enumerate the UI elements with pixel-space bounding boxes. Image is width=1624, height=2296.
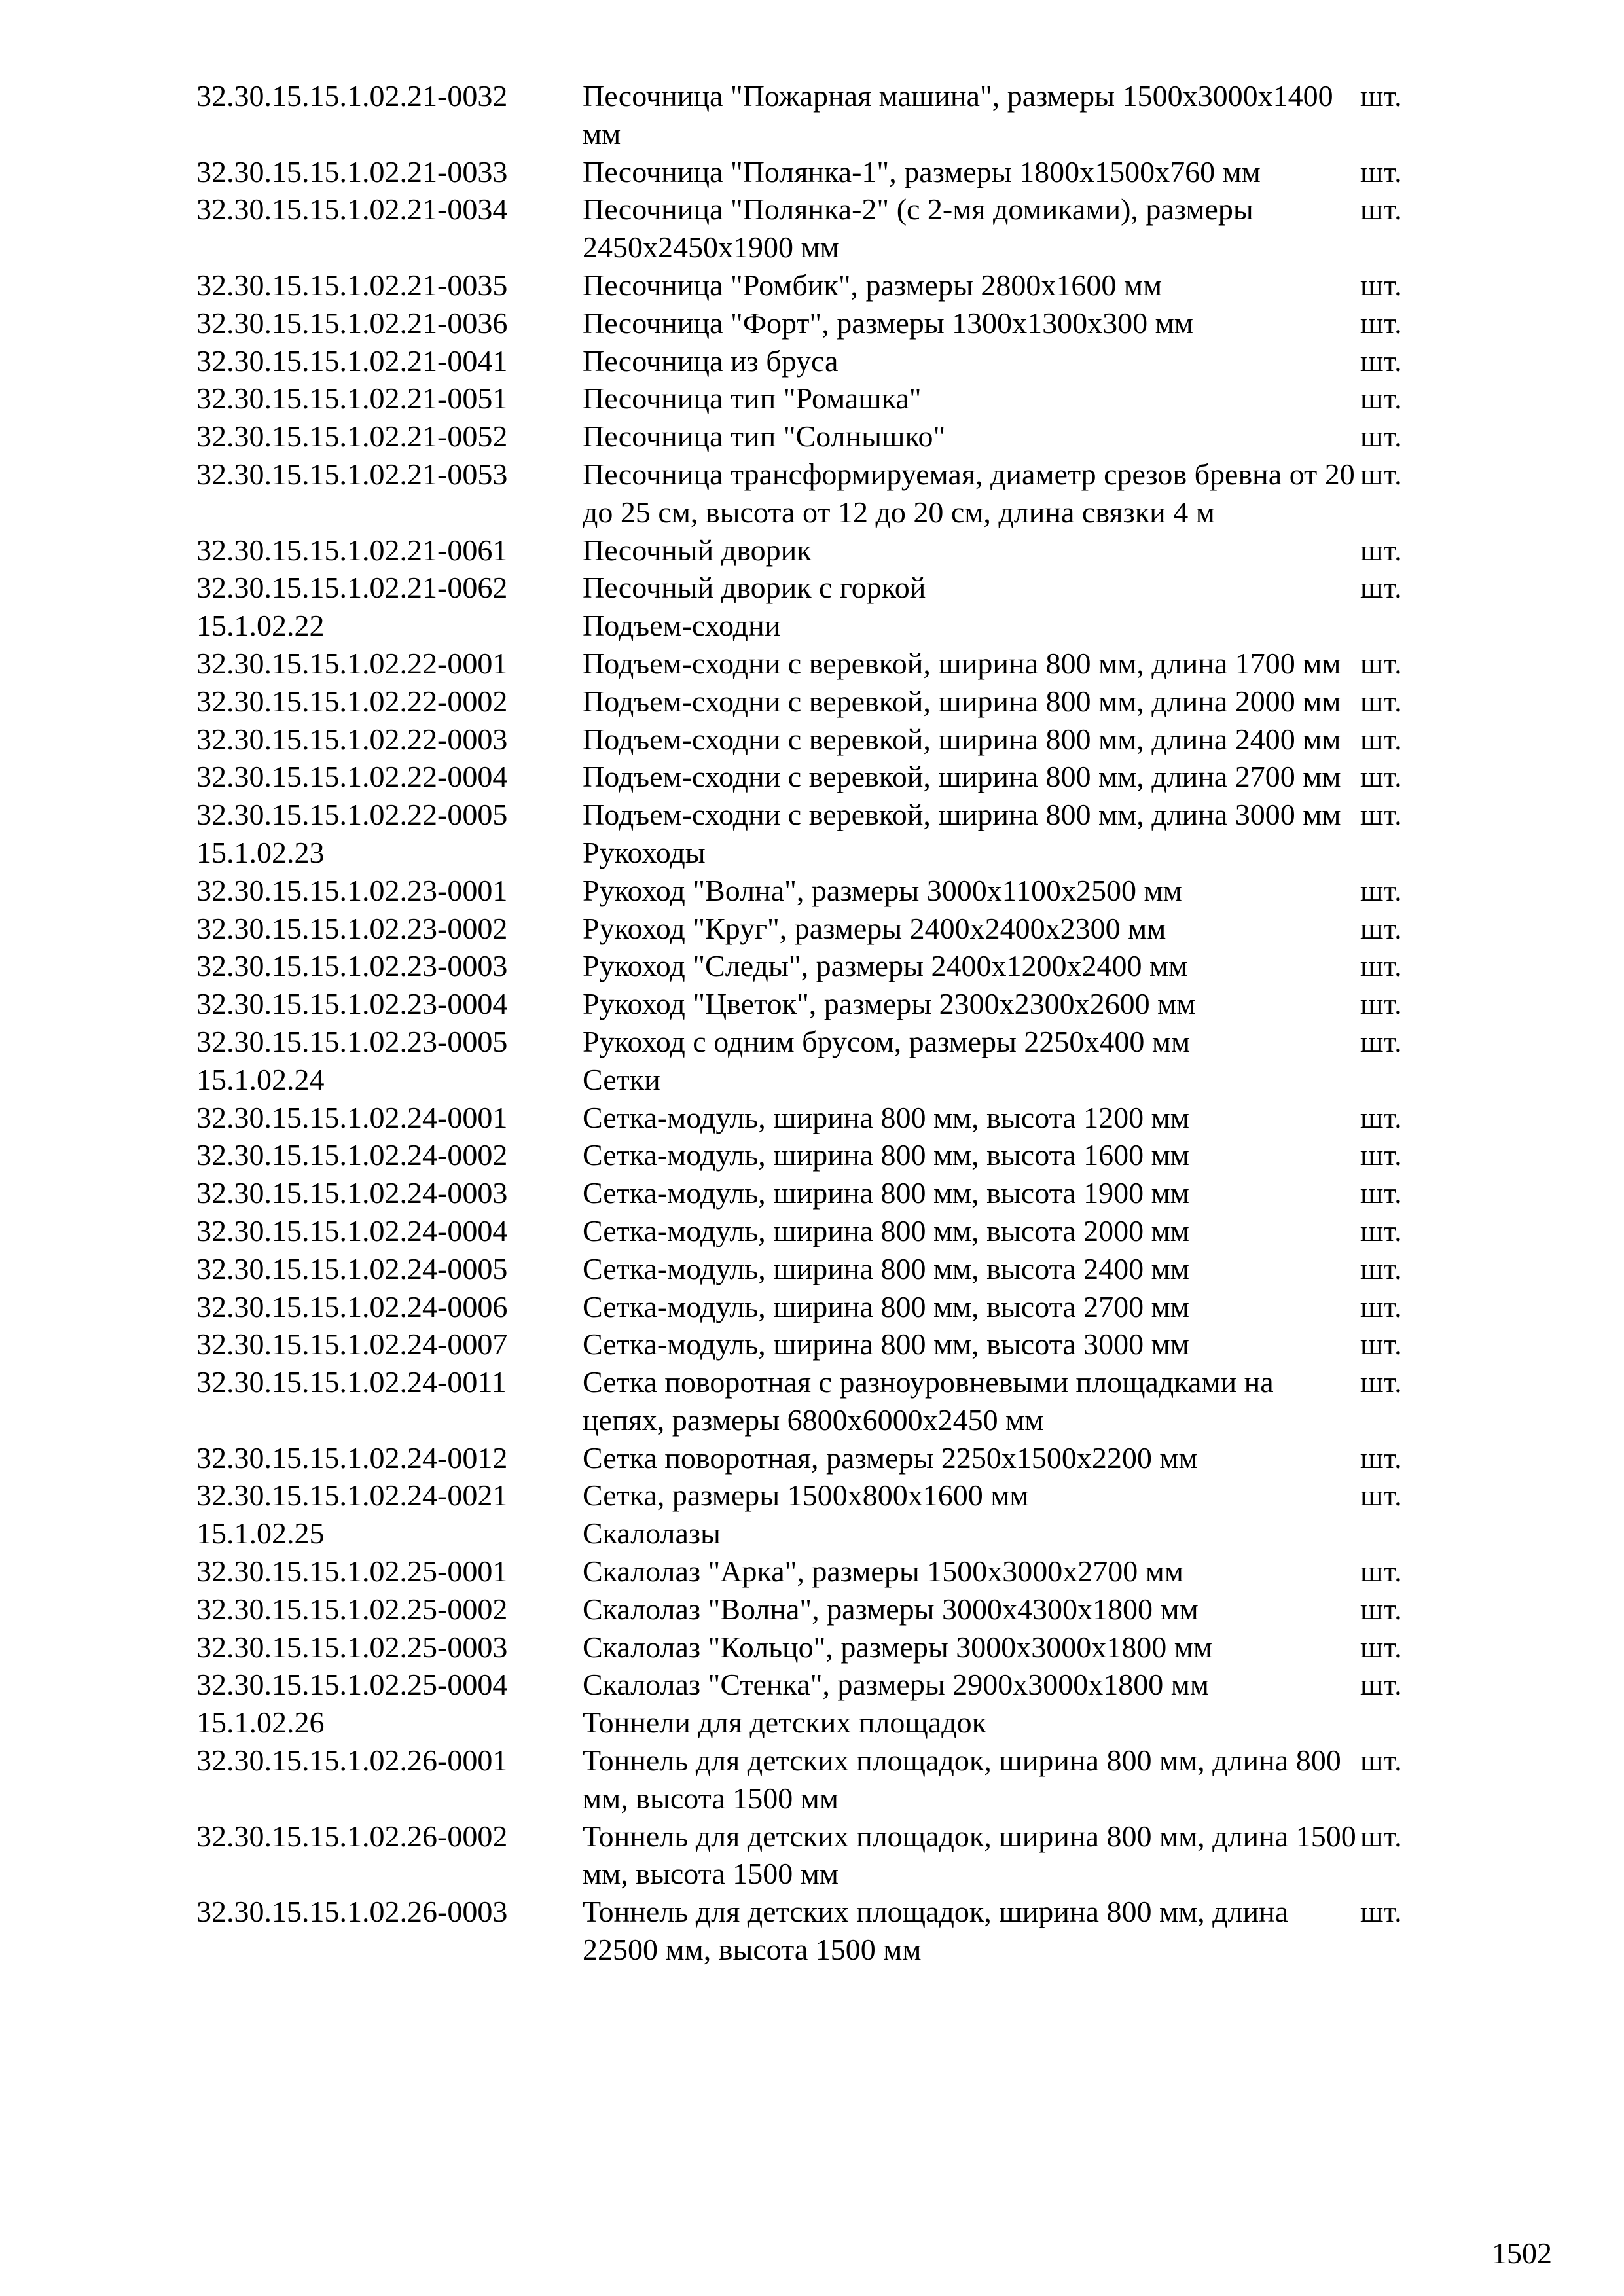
- table-row: [196, 1023, 1440, 1061]
- item-code: 32.30.15.15.1.02.22-0001: [196, 646, 508, 680]
- table-row: [196, 531, 1440, 569]
- item-name: Песочница "Пожарная машина", размеры 1500х3000х1400 мм: [583, 79, 1333, 151]
- item-unit: шт.: [1360, 1744, 1402, 1778]
- item-unit: шт.: [1360, 722, 1402, 756]
- item-name: Скалолаз "Арка", размеры 1500х3000х2700 мм: [583, 1554, 1183, 1588]
- table-row: [196, 190, 1440, 266]
- item-unit: шт.: [1360, 382, 1402, 416]
- item-name: Песочный дворик с горкой: [583, 571, 926, 605]
- table-row: [196, 721, 1440, 759]
- table-row: [196, 266, 1440, 304]
- item-code: 32.30.15.15.1.02.24-0002: [196, 1138, 508, 1172]
- table-row: [196, 1250, 1440, 1288]
- item-unit: шт.: [1360, 1479, 1402, 1513]
- item-unit: шт.: [1360, 1327, 1402, 1361]
- item-code: 32.30.15.15.1.02.24-0012: [196, 1441, 508, 1475]
- item-code: 32.30.15.15.1.02.21-0053: [196, 457, 508, 491]
- item-name: Тоннель для детских площадок, ширина 800 мм, длина 800 мм, высота 1500 мм: [583, 1744, 1341, 1815]
- item-unit: шт.: [1360, 192, 1402, 226]
- item-name: Песочный дворик: [583, 533, 812, 567]
- item-unit: шт.: [1360, 987, 1402, 1021]
- table-row: [196, 1893, 1440, 1969]
- page-number: 1502: [1492, 2236, 1552, 2270]
- item-name: Скалолаз "Стенка", размеры 2900х3000х1800 мм: [583, 1668, 1209, 1702]
- item-name: Сетка-модуль, ширина 800 мм, высота 3000 мм: [583, 1327, 1189, 1361]
- item-unit: шт.: [1360, 949, 1402, 983]
- table-row: [196, 796, 1440, 834]
- item-unit: шт.: [1360, 571, 1402, 605]
- group-code: 15.1.02.26: [196, 1706, 325, 1740]
- item-name: Сетка-модуль, ширина 800 мм, высота 1600 мм: [583, 1138, 1189, 1172]
- group-heading-row: [196, 1515, 1440, 1552]
- item-unit: шт.: [1360, 1554, 1402, 1588]
- item-unit: шт.: [1360, 1895, 1402, 1929]
- item-name: Скалолаз "Волна", размеры 3000х4300х1800 мм: [583, 1592, 1199, 1626]
- table-row: [196, 645, 1440, 683]
- item-unit: шт.: [1360, 154, 1402, 188]
- table-row: [196, 683, 1440, 721]
- group-title: Сетки: [583, 1062, 660, 1096]
- table-row: [196, 1590, 1440, 1628]
- group-code: 15.1.02.22: [196, 609, 325, 643]
- item-name: Песочница "Полянка-1", размеры 1800х1500х760 мм: [583, 154, 1261, 188]
- item-code: 32.30.15.15.1.02.23-0005: [196, 1024, 508, 1058]
- item-code: 32.30.15.15.1.02.25-0001: [196, 1554, 508, 1588]
- item-code: 32.30.15.15.1.02.24-0021: [196, 1479, 508, 1513]
- item-code: 32.30.15.15.1.02.24-0005: [196, 1251, 508, 1285]
- item-code: 32.30.15.15.1.02.23-0001: [196, 873, 508, 907]
- item-name: Сетка-модуль, ширина 800 мм, высота 2700 мм: [583, 1289, 1189, 1323]
- table-row: [196, 342, 1440, 380]
- item-name: Сетка-модуль, ширина 800 мм, высота 2000 мм: [583, 1213, 1189, 1247]
- item-code: 32.30.15.15.1.02.24-0011: [196, 1365, 507, 1399]
- item-unit: шт.: [1360, 457, 1402, 491]
- item-unit: шт.: [1360, 1630, 1402, 1664]
- item-unit: [1360, 834, 1440, 872]
- item-unit: [1360, 1704, 1440, 1742]
- item-name: Сетка-модуль, ширина 800 мм, высота 1900 мм: [583, 1176, 1189, 1210]
- item-name: Скалолаз "Кольцо", размеры 3000х3000х1800 мм: [583, 1630, 1213, 1664]
- item-unit: [1360, 607, 1440, 645]
- item-name: Сетка, размеры 1500х800х1600 мм: [583, 1479, 1029, 1513]
- item-name: Подъем-сходни с веревкой, ширина 800 мм, длина 2700 мм: [583, 760, 1341, 794]
- table-row: [196, 872, 1440, 910]
- table-row: [196, 1477, 1440, 1515]
- item-code: 32.30.15.15.1.02.21-0036: [196, 306, 508, 340]
- item-code: 32.30.15.15.1.02.22-0004: [196, 760, 508, 794]
- table-row: [196, 1288, 1440, 1326]
- group-title: Скалолазы: [583, 1516, 721, 1551]
- item-name: Сетка-модуль, ширина 800 мм, высота 2400 мм: [583, 1251, 1189, 1285]
- item-name: Подъем-сходни с веревкой, ширина 800 мм, длина 2400 мм: [583, 722, 1341, 756]
- item-unit: шт.: [1360, 1213, 1402, 1247]
- item-name: Песочница "Ромбик", размеры 2800х1600 мм: [583, 268, 1163, 302]
- item-code: 32.30.15.15.1.02.21-0041: [196, 344, 508, 378]
- item-name: Сетка поворотная, размеры 2250х1500х2200 мм: [583, 1441, 1198, 1475]
- item-name: Подъем-сходни с веревкой, ширина 800 мм, длина 2000 мм: [583, 684, 1341, 718]
- item-name: Рукоход "Цветок", размеры 2300х2300х2600 мм: [583, 987, 1196, 1021]
- item-unit: шт.: [1360, 760, 1402, 794]
- table-row: [196, 569, 1440, 607]
- item-code: 32.30.15.15.1.02.21-0061: [196, 533, 508, 567]
- item-unit: шт.: [1360, 420, 1402, 454]
- item-unit: шт.: [1360, 1138, 1402, 1172]
- item-code: 32.30.15.15.1.02.23-0004: [196, 987, 508, 1021]
- item-name: Сетка-модуль, ширина 800 мм, высота 1200 мм: [583, 1100, 1189, 1134]
- table-row: [196, 1666, 1440, 1704]
- table-row: [196, 1552, 1440, 1590]
- item-code: 32.30.15.15.1.02.26-0002: [196, 1819, 508, 1853]
- item-name: Рукоход с одним брусом, размеры 2250х400 мм: [583, 1024, 1191, 1058]
- group-code: 15.1.02.24: [196, 1062, 325, 1096]
- group-heading-row: [196, 607, 1440, 645]
- group-code: 15.1.02.23: [196, 835, 325, 869]
- item-name: Рукоход "Волна", размеры 3000х1100х2500 мм: [583, 873, 1182, 907]
- group-title: Подъем-сходни: [583, 609, 781, 643]
- item-name: Рукоход "Круг", размеры 2400х2400х2300 мм: [583, 911, 1166, 945]
- item-unit: шт.: [1360, 533, 1402, 567]
- item-unit: шт.: [1360, 798, 1402, 832]
- table-row: [196, 304, 1440, 342]
- item-code: 32.30.15.15.1.02.26-0001: [196, 1744, 508, 1778]
- table-row: [196, 1363, 1440, 1439]
- item-code: 32.30.15.15.1.02.22-0002: [196, 684, 508, 718]
- item-name: Песочница тип "Солнышко": [583, 420, 946, 454]
- group-heading-row: [196, 1061, 1440, 1099]
- item-unit: шт.: [1360, 79, 1402, 113]
- table-row: [196, 1325, 1440, 1363]
- item-unit: шт.: [1360, 1592, 1402, 1626]
- item-unit: [1360, 1061, 1440, 1099]
- item-unit: шт.: [1360, 911, 1402, 945]
- group-title: Рукоходы: [583, 835, 706, 869]
- item-code: 32.30.15.15.1.02.24-0003: [196, 1176, 508, 1210]
- item-unit: шт.: [1360, 1819, 1402, 1853]
- item-unit: шт.: [1360, 1668, 1402, 1702]
- item-unit: шт.: [1360, 646, 1402, 680]
- item-name: Подъем-сходни с веревкой, ширина 800 мм, длина 1700 мм: [583, 646, 1341, 680]
- item-unit: шт.: [1360, 1441, 1402, 1475]
- item-unit: шт.: [1360, 344, 1402, 378]
- item-code: 32.30.15.15.1.02.21-0035: [196, 268, 508, 302]
- table-row: [196, 985, 1440, 1023]
- item-unit: шт.: [1360, 1024, 1402, 1058]
- item-name: Рукоход "Следы", размеры 2400х1200х2400 мм: [583, 949, 1188, 983]
- item-code: 32.30.15.15.1.02.25-0003: [196, 1630, 508, 1664]
- item-unit: шт.: [1360, 306, 1402, 340]
- item-code: 32.30.15.15.1.02.24-0004: [196, 1213, 508, 1247]
- group-title: Тоннели для детских площадок: [583, 1706, 986, 1740]
- table-row: [196, 418, 1440, 456]
- item-name: Песочница из бруса: [583, 344, 839, 378]
- item-name: Подъем-сходни с веревкой, ширина 800 мм, длина 3000 мм: [583, 798, 1341, 832]
- item-code: 32.30.15.15.1.02.24-0007: [196, 1327, 508, 1361]
- item-code: 32.30.15.15.1.02.24-0006: [196, 1289, 508, 1323]
- table-row: [196, 758, 1440, 796]
- group-heading-row: [196, 1704, 1440, 1742]
- item-code: 32.30.15.15.1.02.25-0004: [196, 1668, 508, 1702]
- item-unit: шт.: [1360, 1100, 1402, 1134]
- item-name: Песочница тип "Ромашка": [583, 382, 922, 416]
- item-code: 32.30.15.15.1.02.22-0005: [196, 798, 508, 832]
- item-unit: шт.: [1360, 684, 1402, 718]
- item-code: 32.30.15.15.1.02.21-0033: [196, 154, 508, 188]
- resource-catalog-table: [196, 77, 1440, 1969]
- item-unit: шт.: [1360, 1289, 1402, 1323]
- item-unit: шт.: [1360, 873, 1402, 907]
- item-name: Тоннель для детских площадок, ширина 800 мм, длина 1500 мм, высота 1500 мм: [583, 1819, 1356, 1891]
- item-unit: шт.: [1360, 1176, 1402, 1210]
- item-code: 32.30.15.15.1.02.26-0003: [196, 1895, 508, 1929]
- item-code: 32.30.15.15.1.02.21-0034: [196, 192, 508, 226]
- item-code: 32.30.15.15.1.02.24-0001: [196, 1100, 508, 1134]
- table-row: [196, 1628, 1440, 1666]
- table-row: [196, 1742, 1440, 1818]
- item-unit: шт.: [1360, 268, 1402, 302]
- item-unit: [1360, 1515, 1440, 1552]
- table-row: [196, 1136, 1440, 1174]
- table-row: [196, 1174, 1440, 1212]
- item-code: 32.30.15.15.1.02.21-0062: [196, 571, 508, 605]
- item-unit: шт.: [1360, 1365, 1402, 1399]
- table-row: [196, 947, 1440, 985]
- item-code: 32.30.15.15.1.02.21-0032: [196, 79, 508, 113]
- item-code: 32.30.15.15.1.02.22-0003: [196, 722, 508, 756]
- table-row: [196, 153, 1440, 191]
- table-row: [196, 77, 1440, 153]
- table-row: [196, 456, 1440, 531]
- table-row: [196, 910, 1440, 948]
- item-name: Песочница "Полянка-2" (с 2-мя домиками), размеры 2450х2450х1900 мм: [583, 192, 1254, 264]
- item-code: 32.30.15.15.1.02.23-0003: [196, 949, 508, 983]
- table-row: [196, 1212, 1440, 1250]
- item-code: 32.30.15.15.1.02.25-0002: [196, 1592, 508, 1626]
- item-name: Сетка поворотная с разноуровневыми площадками на цепях, размеры 6800х6000х2450 мм: [583, 1365, 1274, 1437]
- group-heading-row: [196, 834, 1440, 872]
- item-name: Тоннель для детских площадок, ширина 800 мм, длина 22500 мм, высота 1500 мм: [583, 1895, 1289, 1967]
- group-code: 15.1.02.25: [196, 1516, 325, 1551]
- table-row: [196, 1099, 1440, 1137]
- item-name: Песочница "Форт", размеры 1300х1300х300 мм: [583, 306, 1193, 340]
- table-row: [196, 1439, 1440, 1477]
- item-unit: шт.: [1360, 1251, 1402, 1285]
- table-row: [196, 380, 1440, 418]
- item-name: Песочница трансформируемая, диаметр срезов бревна от 20 до 25 см, высота от 12 до 20 см, длина связки 4 м: [583, 457, 1355, 529]
- item-code: 32.30.15.15.1.02.21-0052: [196, 420, 508, 454]
- item-code: 32.30.15.15.1.02.21-0051: [196, 382, 508, 416]
- item-code: 32.30.15.15.1.02.23-0002: [196, 911, 508, 945]
- table-row: [196, 1818, 1440, 1893]
- catalog-body: [196, 77, 1440, 1969]
